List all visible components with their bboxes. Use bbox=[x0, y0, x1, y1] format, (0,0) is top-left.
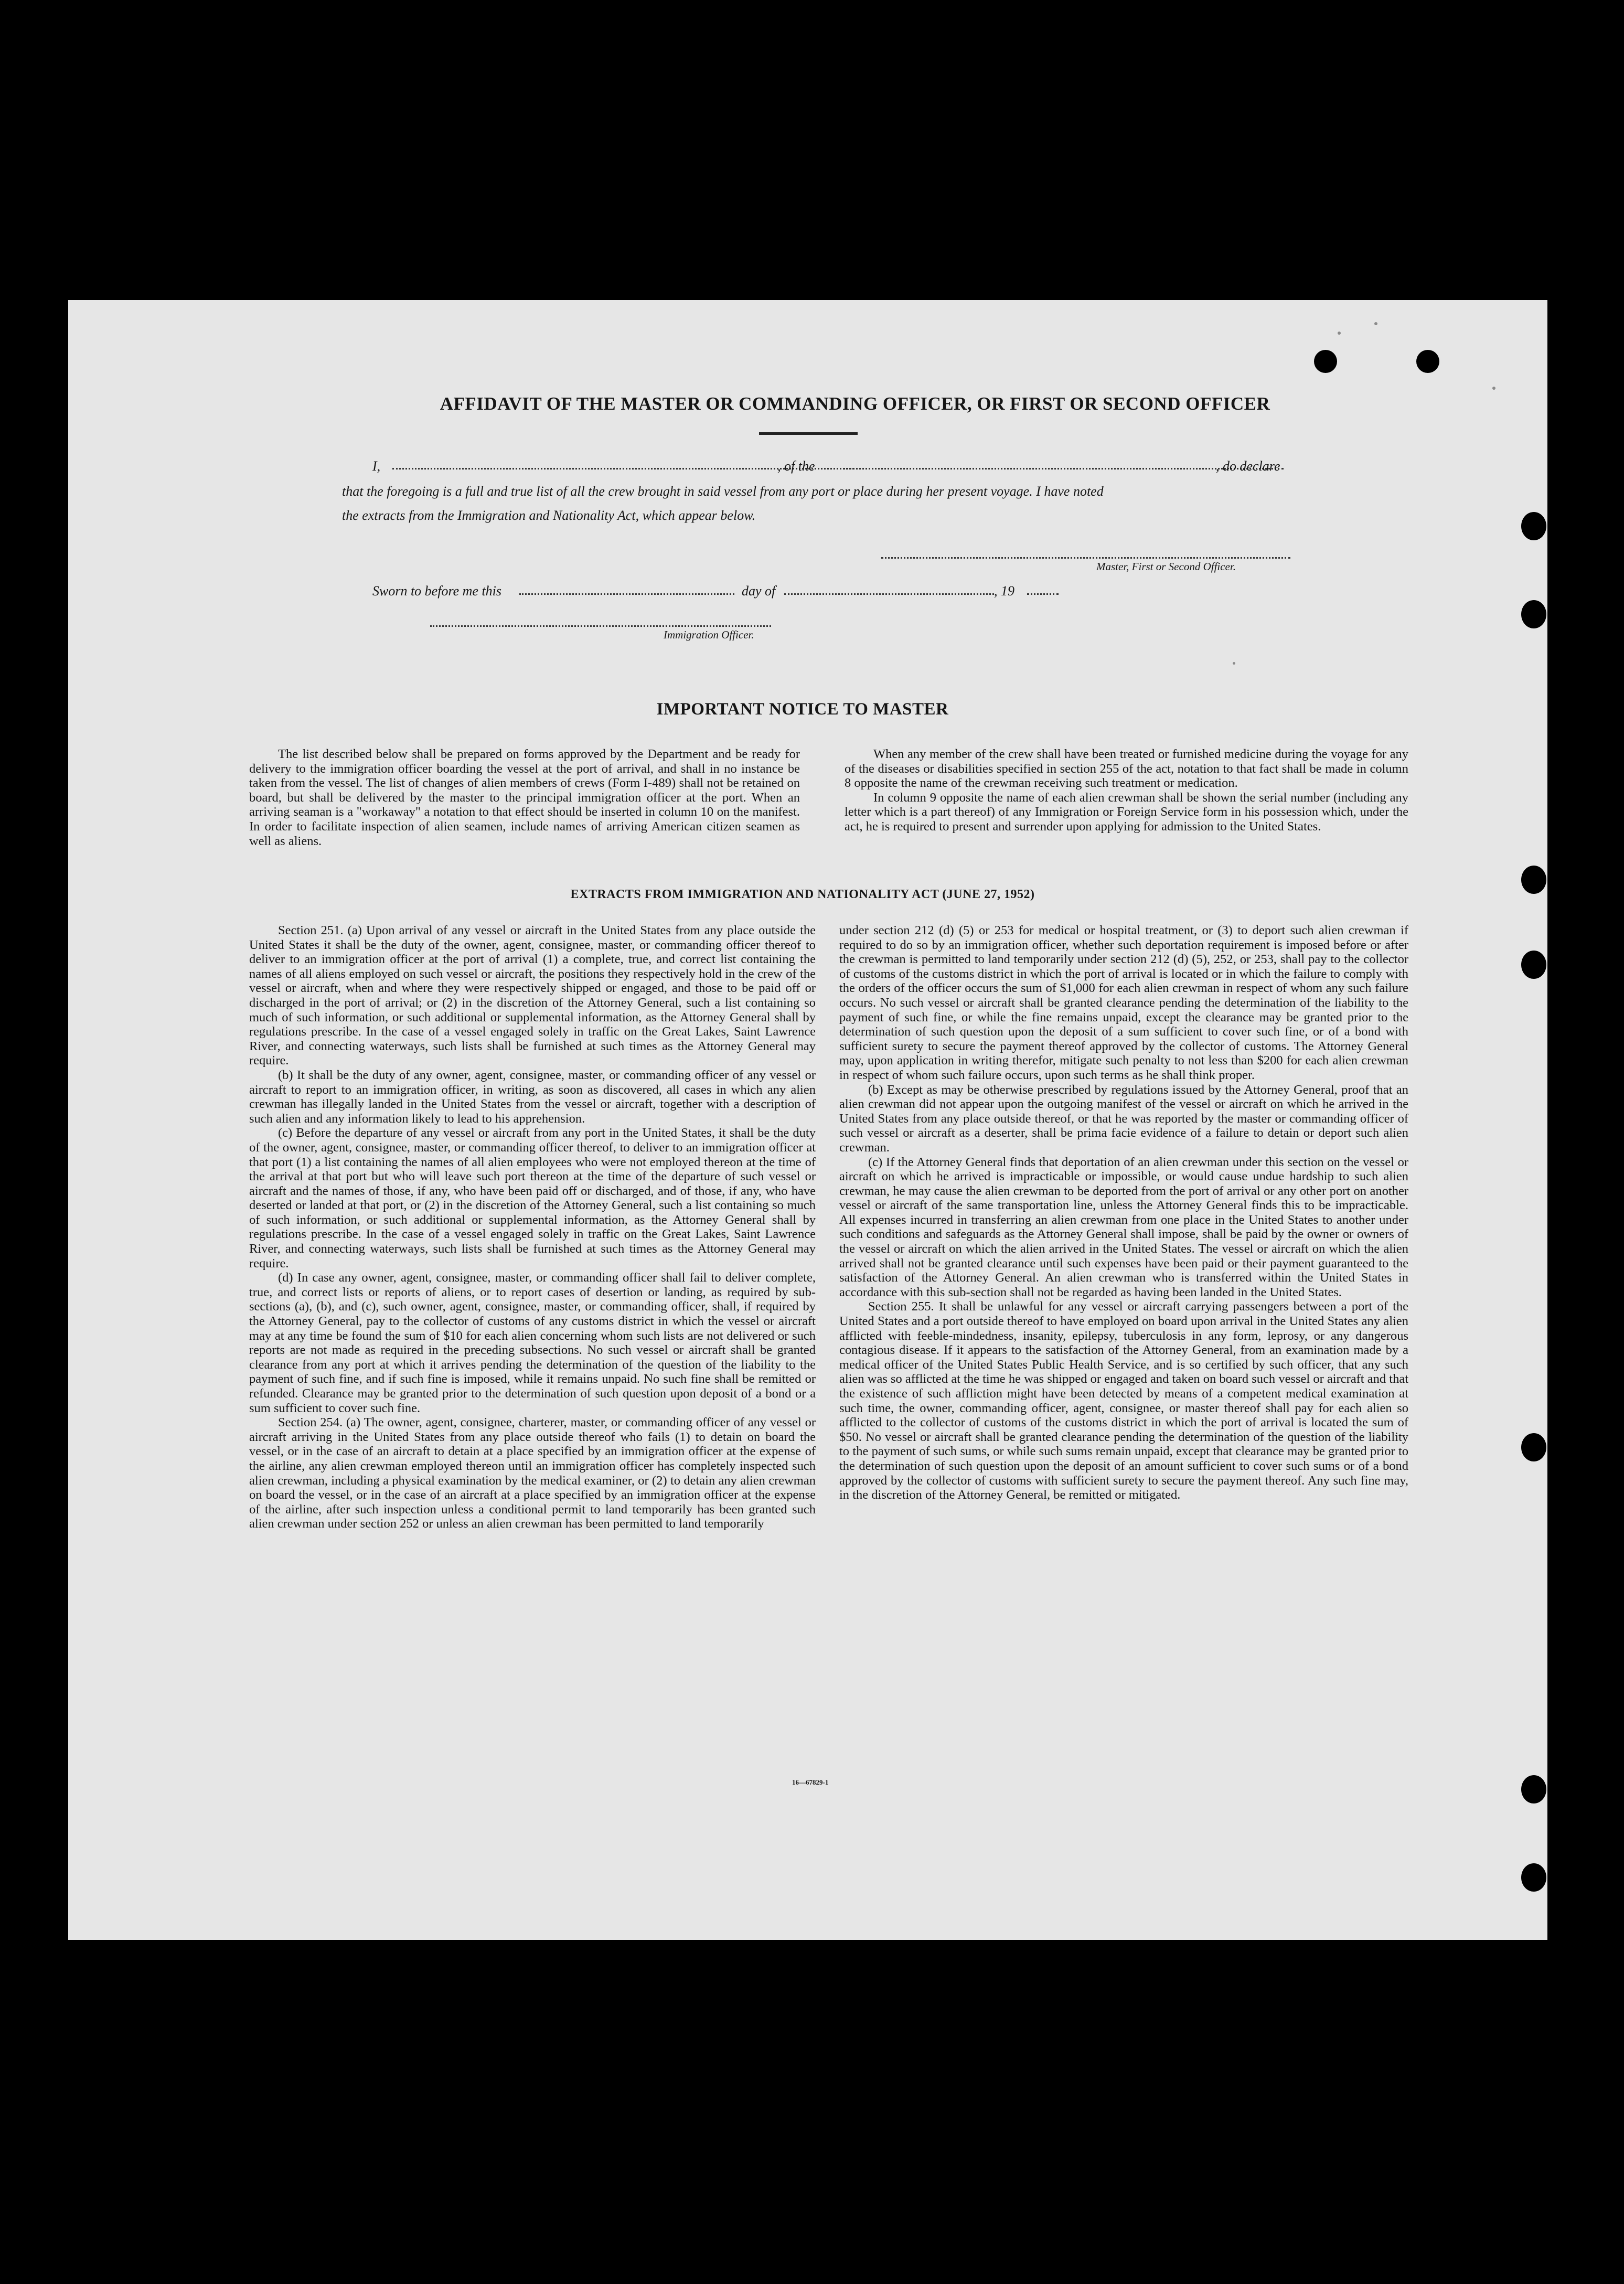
notice-right-column bbox=[845, 747, 1408, 834]
punch-hole bbox=[1416, 350, 1439, 373]
sworn-month-field[interactable] bbox=[784, 592, 994, 595]
extract-paragraph: (d) In case any owner, agent, consignee, master, or commanding officer shall fail to deliver complete, true, and correct lists or reports of aliens, or to report cases of desertion or landing, as required by sub-sections (a), (b), and (c), such owner, agent, consignee, master, or commanding officer, shall, if required by the Attorney General, pay to the collector of customs of any customs district in which the vessel or aircraft may at any time be found the sum of $10 for each alien concerning whom such lists are not delivered or such reports are not made as required in the preceding subsections. No such vessel or aircraft shall be granted clearance from any port at which it arrives pending the determination of the question of the liability to the payment of such fine, and if such fine is imposed, while it remains unpaid. No such fine shall be remitted or refunded. Clearance may be granted prior to the determination of such question upon deposit of a bond or a sum sufficient to cover such fine. bbox=[249, 1271, 816, 1415]
master-signature-field[interactable] bbox=[881, 556, 1290, 559]
speck bbox=[1492, 387, 1495, 390]
extract-paragraph: (c) Before the departure of any vessel or aircraft from any port in the United States, it shall be the duty of the owner, agent, consignee, master, or commanding officer thereof, to deliver to an immigration officer at that port (1) a list containing the names of all alien employees who were not employed thereon at the time of the arrival at that port but who will leave such port thereon at the time of the departure of such vessel or aircraft and the names of those, if any, who have been paid off or discharged, and of those, if any, who have deserted or landed at that port, or (2) in the discretion of the Attorney General, such a list containing so much of such information, or such additional or supplemental information, as the Attorney General shall by regulations prescribe. In the case of a vessel engaged solely in traffic on the Great Lakes, Saint Lawrence River, and connecting waterways, such lists shall be furnished at such times as the Attorney General may require. bbox=[249, 1126, 816, 1271]
sworn-year: , 19 bbox=[994, 583, 1014, 599]
sworn-prefix: Sworn to before me this bbox=[372, 583, 502, 599]
notice-title: IMPORTANT NOTICE TO MASTER bbox=[656, 700, 949, 719]
punch-hole bbox=[1521, 512, 1546, 540]
officer-signature-field[interactable] bbox=[430, 624, 771, 627]
sworn-year-field[interactable] bbox=[1027, 592, 1059, 595]
punch-hole bbox=[1521, 1863, 1546, 1892]
declare-prefix: I, bbox=[372, 458, 381, 474]
declare-line3: the extracts from the Immigration and Nationality Act, which appear below. bbox=[342, 508, 756, 523]
punch-hole bbox=[1314, 350, 1337, 373]
speck bbox=[1338, 332, 1341, 335]
master-caption: Master, First or Second Officer. bbox=[1096, 560, 1236, 573]
punch-hole bbox=[1521, 951, 1546, 979]
declare-suffix: , do declare bbox=[1216, 458, 1280, 474]
title-rule bbox=[759, 432, 858, 435]
notice-paragraph: The list described below shall be prepared on forms approved by the Department and be ready for delivery to the immigration officer boarding the vessel at the port of arrival, and shall in no instance be taken from the vessel. The list of changes of alien members of crews (Form I-489) shall not be retained on board, but shall be delivered by the master to the principal immigration officer at the port. When an arriving seaman is a "workaway" a notation to that effect should be inserted in column 10 on the manifest. In order to facilitate inspection of alien seamen, include names of arriving American citizen seamen as well as aliens. bbox=[249, 747, 800, 848]
declare-of: , of the bbox=[777, 458, 815, 474]
extract-paragraph: (b) Except as may be otherwise prescribed by regulations issued by the Attorney General, proof that an alien crewman did not appear upon the outgoing manifest of the vessel or aircraft on which he arrived in the United States from any place outside thereof, or that he was reported by the master or commanding officer of such vessel or aircraft as a deserter, shall be prima facie evidence of a failure to detain or deport such alien crewman. bbox=[839, 1082, 1408, 1155]
officer-caption: Immigration Officer. bbox=[664, 628, 754, 641]
extract-paragraph: under section 212 (d) (5) or 253 for medical or hospital treatment, or (3) to deport such alien crewman if required to do so by an immigration officer, whether such deportation requirement is imposed before or after the crewman is permitted to land temporarily under section 212 (d) (5), 252, or 253, shall pay to the collector of customs of the customs district in which the port of arrival is located or in which the failure to comply with the orders of the officer occurs the sum of $1,000 for each alien crewman in respect of whom any such failure occurs. No such vessel or aircraft shall be granted clearance pending the determination of the liability to the payment of such fine, or while the fine remains unpaid, except the clearance may be granted prior to the determination of such question upon the deposit of a sum sufficient to cover such fine, or of a bond with sufficient surety to secure the payment thereof approved by the collector of customs. The Attorney General may, upon application in writing therefor, mitigate such penalty to not less than $200 for each alien crewman in respect of whom such failure occurs, upon such terms as he shall think proper. bbox=[839, 923, 1408, 1082]
extract-paragraph: Section 254. (a) The owner, agent, consignee, charterer, master, or commanding officer of any vessel or aircraft arriving in the United States from any place outside thereof who fails (1) to detain on board the vessel, or in the case of an aircraft to detain at a place specified by an immigration officer at the expense of the airline, any alien crewman employed thereon until an immigration officer has completely inspected such alien crewman, including a physical examination by the medical examiner, or (2) to detain any alien crewman on board the vessel, or in the case of an aircraft at a place specified by an immigration officer at the expense of the airline, after such inspection unless a conditional permit to land temporarily has been granted such alien crewman under section 252 or unless an alien crewman has been permitted to land temporarily bbox=[249, 1415, 816, 1531]
notice-left-column bbox=[249, 747, 800, 848]
extracts-right-column bbox=[839, 923, 1408, 1502]
affidavit-title: AFFIDAVIT OF THE MASTER OR COMMANDING OFFICER, OR FIRST OR SECOND OFFICER bbox=[440, 393, 1270, 414]
sworn-date-field[interactable] bbox=[519, 592, 734, 595]
punch-hole bbox=[1521, 600, 1546, 628]
punch-hole bbox=[1521, 1775, 1546, 1803]
punch-hole bbox=[1521, 1433, 1546, 1461]
declare-line2: that the foregoing is a full and true list of all the crew brought in said vessel from any port or place during her present voyage. I have noted bbox=[342, 484, 1104, 499]
notice-paragraph: When any member of the crew shall have been treated or furnished medicine during the voyage for any of the diseases or disabilities specified in section 255 of the act, notation to that fact shall be made in column 8 opposite the name of the crewman receiving such treatment or medication. bbox=[845, 747, 1408, 791]
extract-paragraph: Section 251. (a) Upon arrival of any vessel or aircraft in the United States from any place outside the United States it shall be the duty of the owner, agent, consignee, master, or commanding officer thereof to deliver to an immigration officer at the port of arrival (1) a complete, true, and correct list containing the names of all aliens employed on such vessel or aircraft, the positions they respectively hold in the crew of the vessel or aircraft, when and where they were respectively shipped or engaged, and those to be paid off or discharged in the port of arrival; or (2) in the discretion of the Attorney General, such a list containing so much of such information, or such additional or supplemental information, as the Attorney General shall by regulations prescribe. In the case of a vessel engaged solely in traffic on the Great Lakes, Saint Lawrence River, and connecting waterways, such lists shall be furnished at such times as the Attorney General may require. bbox=[249, 923, 816, 1068]
form-page bbox=[68, 300, 1547, 1940]
speck bbox=[1374, 322, 1377, 325]
speck bbox=[1233, 662, 1235, 665]
notice-paragraph: In column 9 opposite the name of each alien crewman shall be shown the serial number (including any letter which is a part thereof) of any Immigration or Foreign Service form in his possession which, under the act, he is required to present and surrender upon applying for admission to the United States. bbox=[845, 790, 1408, 834]
punch-hole bbox=[1521, 866, 1546, 894]
extracts-left-column bbox=[249, 923, 816, 1531]
extract-paragraph: (b) It shall be the duty of any owner, agent, consignee, master, or commanding officer of any vessel or aircraft to report to an immigration officer, in writing, as soon as discovered, all cases in which any alien crewman has illegally landed in the United States from the vessel or aircraft, together with a description of such alien and any information likely to lead to his apprehension. bbox=[249, 1068, 816, 1126]
extract-paragraph: Section 255. It shall be unlawful for any vessel or aircraft carrying passengers between a port of the United States and a port outside thereof to have employed on board upon arrival in the United States any alien afflicted with feeble-mindedness, insanity, epilepsy, tuberculosis in any form, leprosy, or any dangerous contagious disease. If it appears to the satisfaction of the Attorney General, from an examination made by a medical officer of the United States Public Health Service, and is so certified by such officer, that any such alien was so afflicted at the time he was shipped or engaged and taken on board such vessel or aircraft and that the existence of such affliction might have been detected by means of a competent medical examination at such time, the owner, commanding officer, agent, consignee, or master thereof shall pay for each alien so afflicted to the collector of customs of the customs district in which the port of arrival is located the sum of $50. No vessel or aircraft shall be granted clearance pending the determination of the question of the liability to the payment of such sums, or while such sums remain unpaid, except that clearance may be granted prior to the determination of such question upon the deposit of an amount sufficient to cover such sums or of a bond approved by the collector of customs with sufficient surety to secure the payment thereof. Any such fine may, in the discretion of the Attorney General, be remitted or mitigated. bbox=[839, 1299, 1408, 1502]
extract-paragraph: (c) If the Attorney General finds that deportation of an alien crewman under this section on the vessel or aircraft on which he arrived is impracticable or impossible, or would cause undue hardship to such alien crewman, he may cause the alien crewman to be deported from the port of arrival or any other port on another vessel or aircraft of the same transportation line, unless the Attorney General finds this to be impracticable. All expenses incurred in transferring an alien crewman from one place in the United States to another under such conditions and safeguards as the Attorney General shall impose, shall be paid by the owner or owners of the vessel or aircraft on which the alien arrived in the United States. The vessel or aircraft on which the alien arrived shall not be granted clearance until such expenses have been paid or their payment guaranteed to the satisfaction of the Attorney General. An alien crewman who is transferred within the United States in accordance with this sub-section shall not be regarded as having been landed in the United States. bbox=[839, 1155, 1408, 1299]
sworn-day: day of bbox=[742, 583, 776, 599]
extracts-title: EXTRACTS FROM IMMIGRATION AND NATIONALITY ACT (JUNE 27, 1952) bbox=[570, 888, 1035, 901]
form-number: 16—67829-1 bbox=[792, 1778, 829, 1786]
